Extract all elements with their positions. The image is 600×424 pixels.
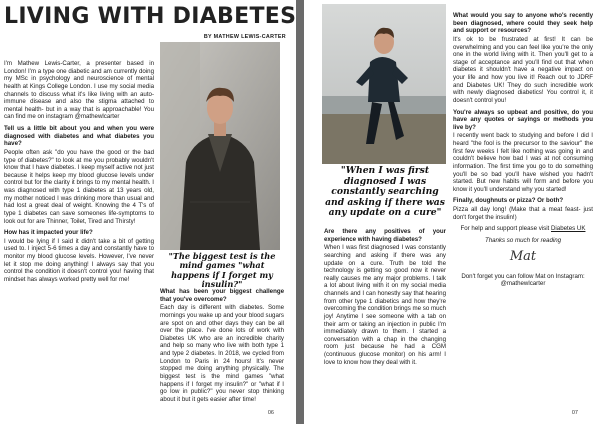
page-07 [304,0,600,424]
diabetes-uk-link[interactable]: Diabetes UK [550,225,586,233]
answer-5: It's ok to be frustrated at first! It can be overwhelming and you can feel like you're the only one in the world living with it. Then you'll get to a stage of acceptance and you'll find out that when diabetes it shouldn't have a negative impact on your life and how you live it! Reach out to JDRF and Diabetes UK! They do such incredible work with newly diagnosed diabetics! You control it, it doesn't control you! [453,35,593,104]
question-3: What has been your biggest challenge that you've overcome? [160,288,284,303]
question-2: How has it impacted your life? [4,229,93,237]
page-06 [0,0,296,424]
intro-paragraph: I'm Mathew Lewis-Carter, a presenter based in London! I'm a type one diabetic and am currently doing my MSc in psychology and neuroscience of mental health at Kings College London. I use my social media channels to discuss what it's like living with an auto-immune disease and also the stigma attached to mental health- but in a way that is approachable! You can find me on instagram @mathewlcarter [4,60,154,121]
pullquote-left: "The biggest test is the mind games "what happens if I forget my insulin?" [168,251,276,290]
running-photo [322,4,446,164]
right-left-column [324,228,446,370]
question-4: Are there any positives of your experience with having diabetes? [324,228,446,243]
portrait-photo [160,42,280,250]
help-text: For help and support please visit [460,225,551,233]
help-line [453,225,593,233]
answer-6: I recently went back to studying and before I did I heard "the fool is the precursor to the saviour" the first few weeks I felt like nothing was going in and couldn't believe how bad I was at not consuming information. The first time you go to do something you'll be so bad you'll have wished you hadn't started. But new habits will form and before you know it you'll understand why you started! [453,132,593,193]
answer-3: Each day is different with diabetes. Some mornings you wake up and your blood sugars are spot on and other days they can be all over the place. I've done lots of work with Diabetes UK who are an incredible charity and help so many who live with both type 1 and type 2 diabetes. In 2018, we cycled from London to Paris in 24 hours! It's never stopped me doing anything physically. The biggest test is the mind games "what happens if I forget my insulin?" or "what if I go low in public?" you never stop thinking about it but it gets easier after time! [160,304,284,403]
question-5: What would you say to anyone who's recently been diagnosed, where could they seek help and support or resources? [453,12,593,35]
signature: Mat [509,248,537,264]
right-right-column [453,12,593,292]
spread-gutter [296,0,304,424]
question-1: Tell us a little bit about you and when you were diagnosed with diabetes and what diabetes you have? [4,125,154,148]
follow-text: Don't forget you can follow Mat on Instagram: @mathewlcarter [461,272,585,288]
page-number-left: 06 [267,410,274,416]
pullquote-right: "When I was first diagnosed I was constantly searching and asking if there was any update on a cure" [325,165,445,219]
middle-column [160,288,284,407]
byline: BY MATHEW LEWIS-CARTER [203,34,286,40]
answer-1: People often ask "do you have the good or the bad type of diabetes?" to look at me you probably wouldn't know that I have diabetes. I keep myself active not just because it helps keep my blood glucose levels under control but for the clarity it brings to my mental health. I was diagnosed with type 1 diabetes at 13 years old, my mother noticed I was drinking more than usual and had lost a great deal of weight. Knowing the 4 T's of type 1 diabetes can save someones life-symptoms to look out for are Thinner, Toilet, Tired and Thirsty! [4,148,154,225]
question-6: You're always so upbeat and positive, do you have any quotes or sayings or methods you live by? [453,108,593,131]
left-column [4,60,154,288]
answer-7: Pizza all day long! (Make that a meat feast- just don't forget the insulin!) [453,206,593,221]
page-number-right: 07 [571,410,578,416]
question-7: Finally, doughnuts or pizza? Or both? [453,197,564,205]
article-title: LIVING WITH DIABETES [4,4,296,29]
thanks-text: Thanks so much for reading [484,236,562,244]
answer-4: When I was first diagnosed I was constantly searching and asking if there was any update on a cure. Truth be told the technology is getting so good now it never really causes me any major problems. I talk a lot about living with it on my social media channels and I can honestly say that hearing from other type 1 diabetics and how they're overcoming the condition brings me so much joy! Anytime I see someone with a tab on their arm or taking an injection in public I'm immediately drawn to them. I started a conversation with a chap in the changing room just because he had a CGM (continuous glucose monitor) on his arm! I love to know how they deal with it. [324,244,446,366]
answer-2: I would be lying if I said it didn't take a bit of getting used to. I inject 5-6 times a day and constantly have to monitor my blood glucose levels. However, I've never let it stop me doing anything! I always say that you control the condition it doesn't control you! having that mindset has always worked pretty well for me! [4,237,154,283]
